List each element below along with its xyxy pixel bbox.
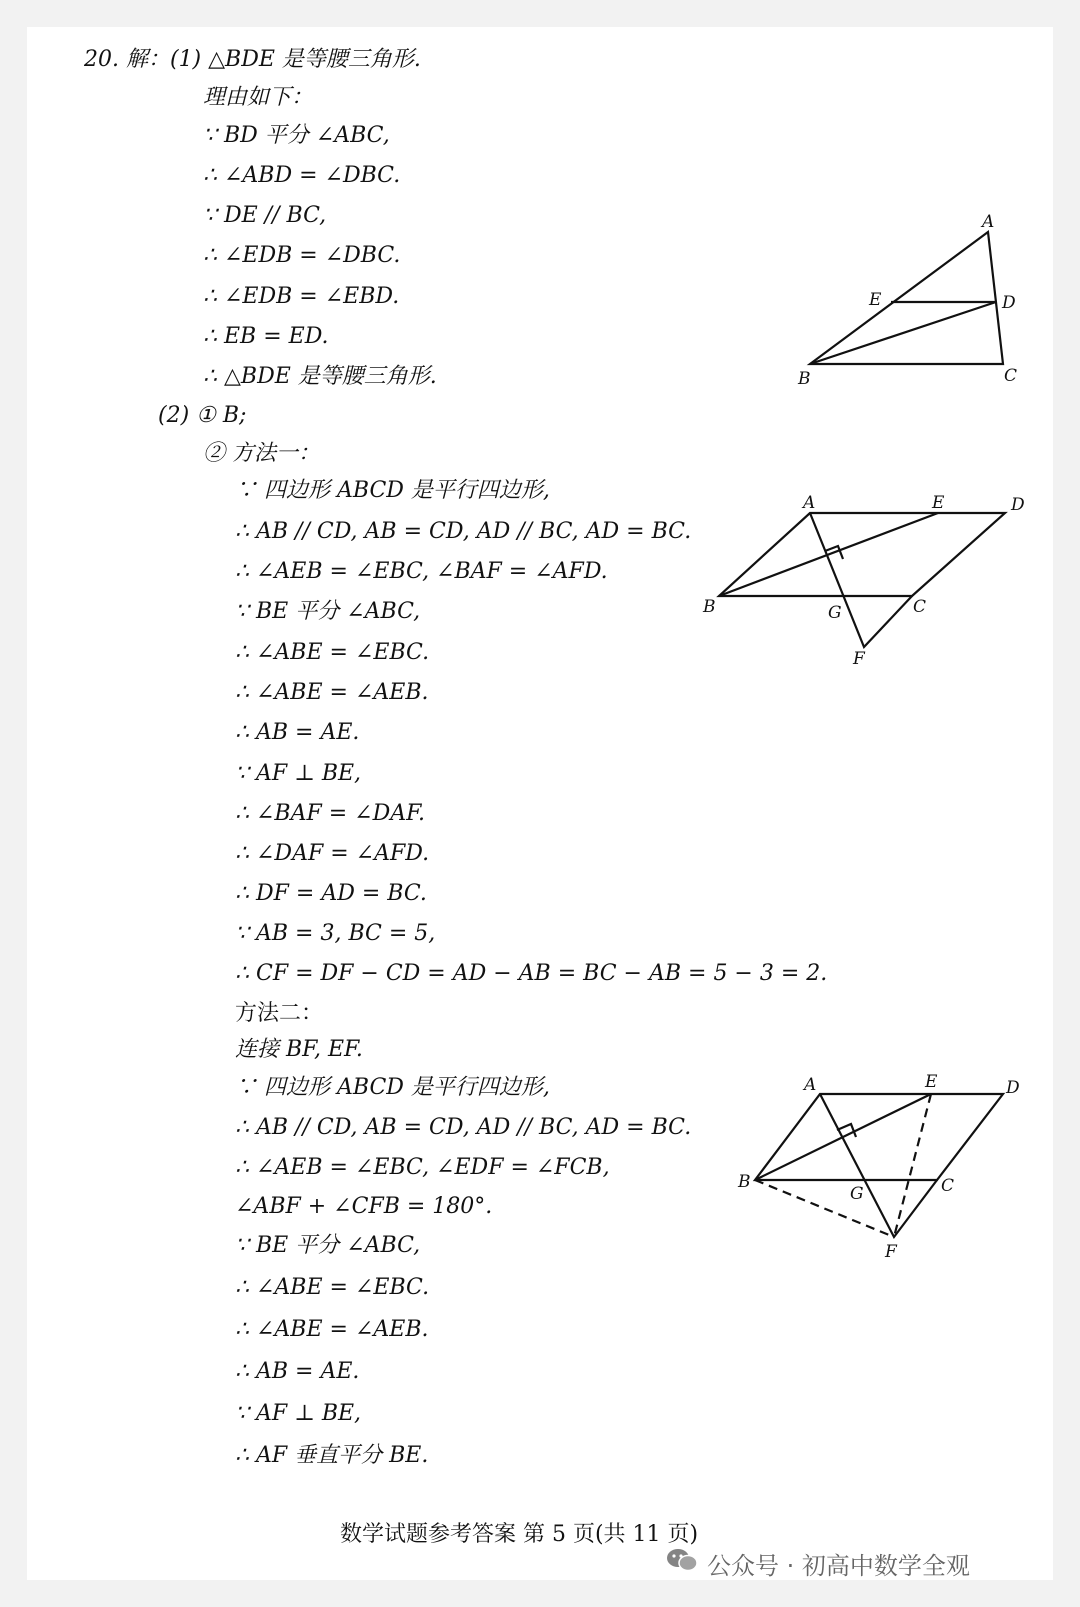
- label-e: E: [932, 493, 945, 513]
- proof-line: ∴ AB = AE.: [235, 720, 360, 745]
- proof-line: ∴ ∠ABE = ∠EBC.: [235, 1275, 430, 1300]
- part-2-heading: (2) ① B;: [158, 403, 247, 428]
- label-b: B: [798, 369, 811, 389]
- proof-line: ∵ 四边形 ABCD 是平行四边形,: [235, 1075, 550, 1100]
- proof-line: ∴ AB // CD, AB = CD, AD // BC, AD = BC.: [235, 519, 692, 544]
- proof-line: 连接 BF, EF.: [235, 1037, 363, 1062]
- proof-line: ∴ ∠BAF = ∠DAF.: [235, 801, 425, 826]
- parallelogram-abcd: [755, 1094, 1003, 1180]
- proof-line: ∴ AB // CD, AB = CD, AD // BC, AD = BC.: [235, 1115, 692, 1140]
- label-d: D: [1002, 293, 1016, 313]
- parallelogram-abcd: [719, 513, 1005, 596]
- watermark-text: 公众号 · 初高中数学全观: [707, 1551, 970, 1580]
- label-b: B: [703, 597, 716, 617]
- proof-line: ∠ABF + ∠CFB = 180°.: [235, 1194, 493, 1219]
- proof-line: ∵ AB = 3, BC = 5,: [235, 921, 436, 946]
- segment-be: [719, 513, 938, 596]
- proof-line: ∴ AF 垂直平分 BE.: [235, 1443, 429, 1468]
- label-d: D: [1006, 1078, 1020, 1098]
- proof-line: ∵ BE 平分 ∠ABC,: [235, 1233, 421, 1258]
- figure-parallelogram-method-one: [719, 513, 1005, 647]
- proof-line: ∴ DF = AD = BC.: [235, 881, 427, 906]
- figure-triangle-bde: [810, 232, 1003, 364]
- proof-line: ∴ AB = AE.: [235, 1359, 360, 1384]
- proof-line: 理由如下：: [203, 85, 314, 110]
- proof-line: ∴ EB = ED.: [203, 324, 329, 349]
- proof-line: ∴ CF = DF − CD = AD − AB = BC − AB = 5 − 3 = 2.: [235, 961, 828, 986]
- label-e: E: [925, 1072, 938, 1092]
- proof-line: ∴ ∠AEB = ∠EBC, ∠EDF = ∠FCB,: [235, 1155, 610, 1180]
- segment-bd: [810, 302, 996, 364]
- proof-line: ∵ BE 平分 ∠ABC,: [235, 599, 421, 624]
- label-a: A: [804, 1075, 817, 1095]
- segment-af-fc: [810, 513, 912, 647]
- label-a: A: [982, 212, 995, 232]
- proof-line: ∵ 四边形 ABCD 是平行四边形,: [235, 478, 550, 503]
- problem-heading: 20. 解：(1) △BDE 是等腰三角形.: [84, 47, 421, 72]
- label-c: C: [1004, 366, 1018, 386]
- proof-line: ∵ BD 平分 ∠ABC,: [203, 123, 390, 148]
- label-e: E: [869, 290, 882, 310]
- proof-line: ∵ AF ⊥ BE,: [235, 1401, 362, 1426]
- dashed-bf: [755, 1180, 894, 1237]
- method-one-heading: ② 方法一：: [203, 441, 320, 466]
- proof-line: ∴ ∠AEB = ∠EBC, ∠BAF = ∠AFD.: [235, 559, 608, 584]
- label-b: B: [738, 1172, 751, 1192]
- label-c: C: [941, 1176, 955, 1196]
- label-f: F: [853, 649, 865, 669]
- method-two-heading: 方法二：: [235, 1001, 324, 1026]
- proof-line: ∴ ∠DAF = ∠AFD.: [235, 841, 430, 866]
- wechat-icon: [665, 1546, 699, 1580]
- label-a: A: [803, 493, 816, 513]
- label-g: G: [850, 1184, 864, 1204]
- label-d: D: [1011, 495, 1025, 515]
- proof-line: ∴ ∠ABE = ∠AEB.: [235, 1317, 429, 1342]
- triangle-abc: [810, 232, 1003, 364]
- proof-line: ∵ DE // BC,: [203, 203, 327, 228]
- proof-line: ∵ AF ⊥ BE,: [235, 761, 362, 786]
- page-footer: 数学试题参考答案 第 5 页(共 11 页): [340, 1522, 699, 1547]
- label-f: F: [885, 1242, 897, 1262]
- proof-line: ∴ △BDE 是等腰三角形.: [203, 364, 437, 389]
- label-g: G: [828, 603, 842, 623]
- proof-line: ∴ ∠EDB = ∠EBD.: [203, 284, 400, 309]
- proof-line: ∴ ∠EDB = ∠DBC.: [203, 243, 401, 268]
- segment-af-fc: [820, 1094, 937, 1237]
- watermark: [665, 1546, 970, 1580]
- figure-parallelogram-method-two: [755, 1094, 1003, 1237]
- label-c: C: [913, 597, 927, 617]
- proof-line: ∴ ∠ABD = ∠DBC.: [203, 163, 401, 188]
- proof-line: ∴ ∠ABE = ∠EBC.: [235, 640, 430, 665]
- proof-line: ∴ ∠ABE = ∠AEB.: [235, 680, 429, 705]
- dashed-ef: [894, 1094, 931, 1237]
